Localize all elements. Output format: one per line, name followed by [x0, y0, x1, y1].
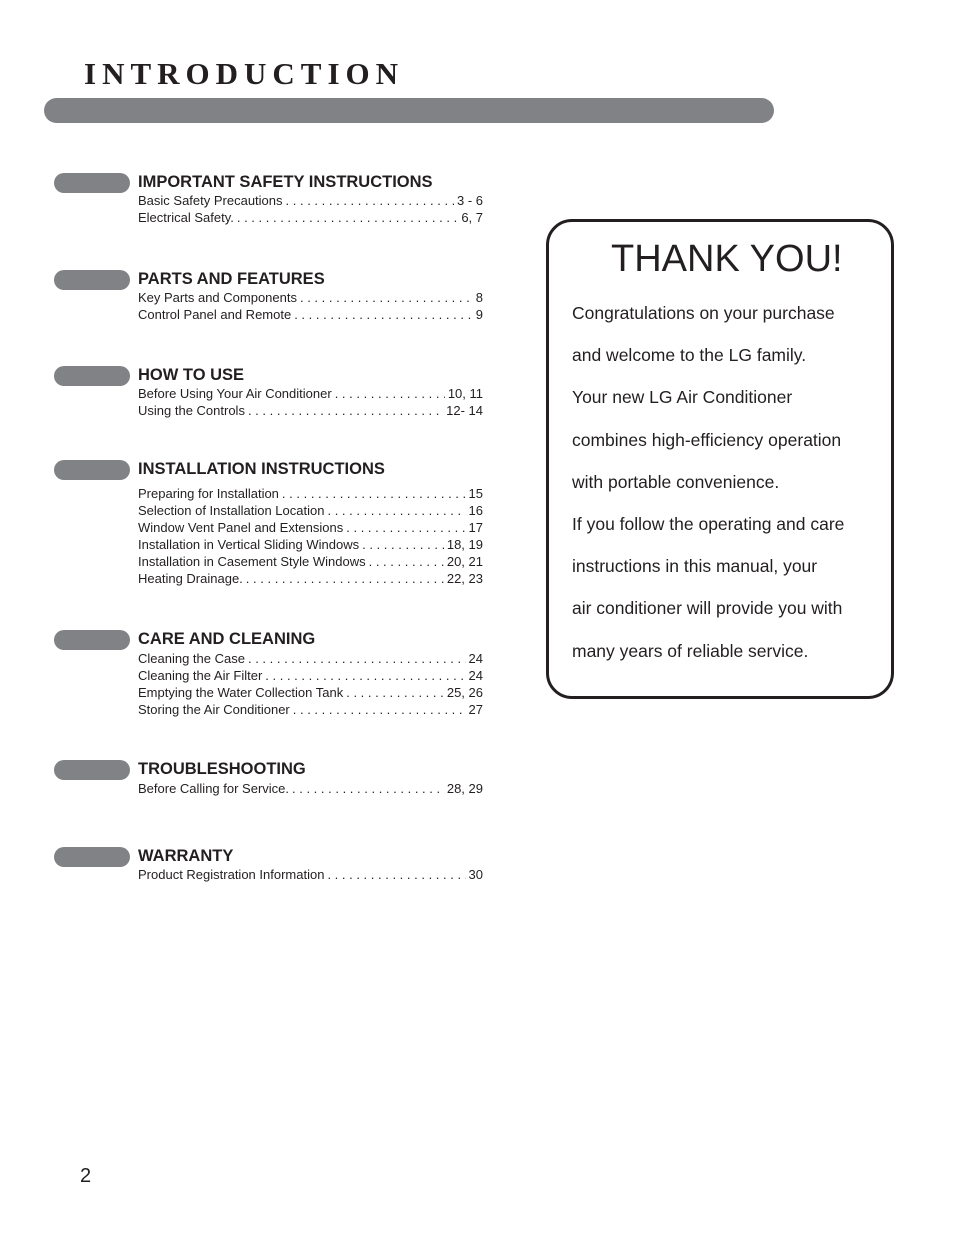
- page-title: INTRODUCTION: [84, 56, 405, 91]
- thank-you-box: [546, 219, 894, 699]
- toc-entry: Product Registration Information . . . 30: [138, 866, 483, 883]
- thank-you-message: Congratulations on your purchase and welcome to the LG family. Your new LG Air Conditioner combines high-efficiency operation with portable convenience. If you follow the operating and care instructions in this manual, your air conditioner will provide you with many years of reliable service.: [572, 303, 845, 661]
- toc-entry: Installation in Casement Style Windows . . . 20, 21: [138, 553, 483, 570]
- section-marker: [54, 760, 130, 780]
- section-marker: [54, 630, 130, 650]
- section-heading: TROUBLESHOOTING: [138, 760, 306, 778]
- thank-you-title: THANK YOU!: [611, 238, 843, 280]
- toc-entry: Cleaning the Air Filter . . . 24: [138, 667, 483, 684]
- toc-entry: Using the Controls . . . 12- 14: [138, 402, 483, 419]
- section-marker: [54, 270, 130, 290]
- section-heading: INSTALLATION INSTRUCTIONS: [138, 460, 385, 478]
- section-heading: HOW TO USE: [138, 366, 245, 384]
- toc-entry: Cleaning the Case . . . 24: [138, 650, 483, 667]
- header-bar: [44, 98, 774, 123]
- toc-entry: Installation in Vertical Sliding Windows . . . 18, 19: [138, 536, 483, 553]
- toc-entry: Heating Drainage. . . . 22, 23: [138, 570, 483, 587]
- section-marker: [54, 366, 130, 386]
- toc-entry: Selection of Installation Location . . . 16: [138, 502, 483, 519]
- section-marker: [54, 173, 130, 193]
- section-marker: [54, 847, 130, 867]
- toc-entry: Preparing for Installation . . . 15: [138, 485, 483, 502]
- toc-entry: Window Vent Panel and Extensions . . . 17: [138, 519, 483, 536]
- toc-entry: Basic Safety Precautions . . . 3 - 6: [138, 192, 483, 209]
- section-heading: PARTS AND FEATURES: [138, 270, 325, 288]
- toc-entry: Control Panel and Remote . . . 9: [138, 306, 483, 323]
- toc-entry: Emptying the Water Collection Tank . . . 25, 26: [138, 684, 483, 701]
- page-number: 2: [80, 1165, 92, 1187]
- section-heading: WARRANTY: [138, 847, 234, 865]
- section-heading: CARE AND CLEANING: [138, 630, 316, 648]
- toc-entry: Key Parts and Components . . . 8: [138, 289, 483, 306]
- toc-entry: Before Using Your Air Conditioner . . . 10, 11: [138, 385, 483, 402]
- toc-entry: Storing the Air Conditioner . . . 27: [138, 701, 483, 718]
- toc-entry: Electrical Safety. . . . 6, 7: [138, 209, 483, 226]
- section-marker: [54, 460, 130, 480]
- toc-entry: Before Calling for Service. . . . 28, 29: [138, 780, 483, 797]
- section-heading: IMPORTANT SAFETY INSTRUCTIONS: [138, 173, 433, 191]
